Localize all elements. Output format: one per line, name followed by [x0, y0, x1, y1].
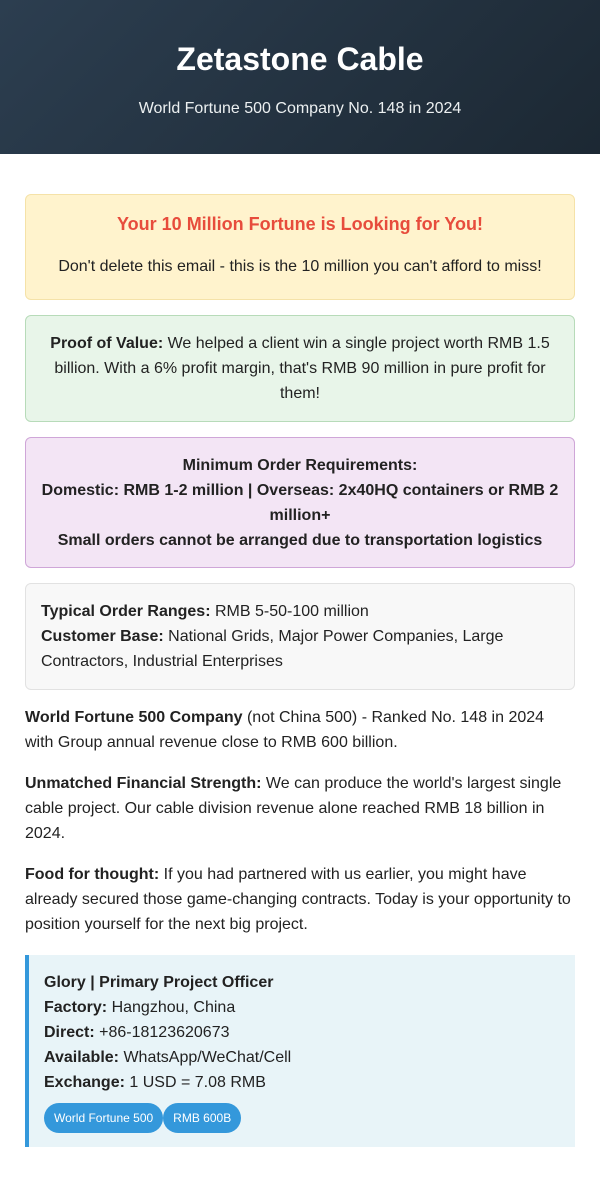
food-for-thought-label: Food for thought:	[25, 866, 160, 883]
minimum-order-box	[25, 437, 575, 568]
fortune500-text: (not China 500) - Ranked No. 148 in 2024 with Group annual revenue close to RMB 600 billion.	[25, 709, 545, 751]
fortune-alert-box	[25, 194, 575, 300]
financial-strength-label: Unmatched Financial Strength:	[25, 775, 262, 792]
fortune500-label: World Fortune 500 Company	[25, 709, 243, 726]
alert-title: Your 10 Million Fortune is Looking for You!	[117, 214, 483, 234]
available-label: Available:	[44, 1049, 119, 1066]
badge-row	[44, 1103, 560, 1133]
min-order-heading: Minimum Order Requirements:	[182, 457, 418, 474]
fortune500-badge: World Fortune 500	[44, 1103, 163, 1133]
customer-base-label: Customer Base:	[41, 628, 164, 645]
min-order-note: Small orders cannot be arranged due to transportation logistics	[57, 532, 543, 549]
contact-name	[44, 970, 560, 995]
contact-name-text: Glory | Primary Project Officer	[44, 974, 274, 991]
exchange-value: 1 USD = 7.08 RMB	[124, 1074, 266, 1091]
proof-label: Proof of Value:	[50, 335, 164, 352]
order-ranges-box	[25, 583, 575, 690]
company-subtitle: World Fortune 500 Company No. 148 in 2024	[138, 100, 462, 117]
direct-phone[interactable]: +86-18123620673	[94, 1024, 230, 1041]
food-for-thought-paragraph	[25, 862, 575, 937]
proof-text: We helped a client win a single project worth RMB 1.5 billion. With a 6% profit margin, that's RMB 90 million in pure profit for them!	[54, 335, 550, 402]
exchange-label: Exchange:	[44, 1074, 125, 1091]
email-header	[0, 0, 600, 154]
email-body	[0, 154, 600, 1147]
factory-line	[44, 995, 560, 1020]
direct-line	[44, 1020, 560, 1045]
proof-of-value-box	[25, 315, 575, 422]
revenue-badge: RMB 600B	[163, 1103, 241, 1133]
factory-label: Factory:	[44, 999, 108, 1016]
customer-base-line	[41, 624, 559, 674]
alert-text: Don't delete this email - this is the 10 million you can't afford to miss!	[58, 258, 542, 275]
available-line	[44, 1045, 560, 1070]
contact-card	[25, 955, 575, 1147]
min-order-details: Domestic: RMB 1-2 million | Overseas: 2x40HQ containers or RMB 2 million+	[41, 482, 559, 524]
exchange-line	[44, 1070, 560, 1095]
direct-label: Direct:	[44, 1024, 95, 1041]
food-for-thought-text: If you had partnered with us earlier, you might have already secured those game-changing contracts. Today is your opportunity to position yourself for the next big project.	[25, 866, 571, 933]
company-title: Zetastone Cable	[176, 41, 424, 77]
financial-strength-text: We can produce the world's largest single cable project. Our cable division revenue alone reached RMB 18 billion in 2024.	[25, 775, 562, 842]
fortune500-paragraph	[25, 705, 575, 755]
order-ranges-value: RMB 5-50-100 million	[210, 603, 369, 620]
factory-value: Hangzhou, China	[107, 999, 236, 1016]
order-ranges-line	[41, 599, 559, 624]
available-value: WhatsApp/WeChat/Cell	[119, 1049, 292, 1066]
order-ranges-label: Typical Order Ranges:	[41, 603, 211, 620]
financial-strength-paragraph	[25, 771, 575, 846]
customer-base-value: National Grids, Major Power Companies, Large Contractors, Industrial Enterprises	[41, 628, 504, 670]
